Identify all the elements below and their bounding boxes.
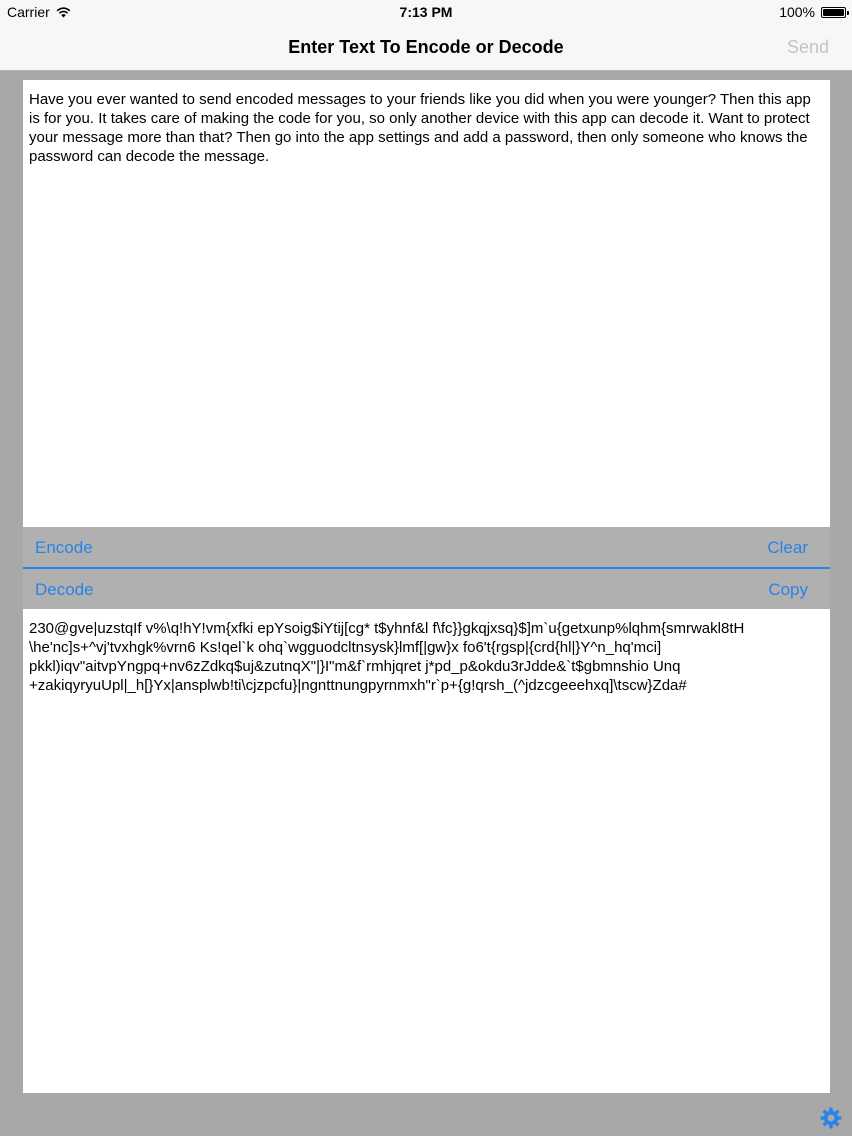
input-textarea[interactable]: Have you ever wanted to send encoded messages to your friends like you did when you were younger? Then this app is for you. It takes care of making the code for you, so only another device with this app can decode it. Want to protect your message more than that? Then go into the app settings and add a password, then only someone who knows the password can decode the message. [23, 80, 830, 527]
clear-button[interactable]: Clear [767, 538, 808, 557]
battery-icon [821, 7, 846, 18]
send-button[interactable]: Send [786, 37, 829, 57]
copy-button[interactable]: Copy [768, 580, 808, 599]
status-bar [0, 0, 852, 24]
battery-percent: 100% [779, 4, 815, 20]
status-time: 7:13 PM [399, 4, 453, 20]
output-textarea[interactable]: 230@gve|uzstqIf v%\q!hY!vm{xfki epYsoig$iYtij[cg* t$yhnf&l f\fc}}gkqjxsq}$]m`u{getxunp%lqhm{smrwakl8tH \he'nc]s+^vj'tvxhgk%vrn6 Ks!qel`k ohq`wgguodcltnsysk}lmf[|gw}x fo6't{rgsp|{crd{hl|}Y^n_hq'mci] pkkl)iqv"aitvpYngpq+nv6zZdkq$uj&zutnqX"|}I"m&f`rmhjqret j*pd_p&okdu3rJdde&`t$gbmnshio Unq +zakiqyryuUpl|_h[}Yx|ansplwb!ti\cjzpcfu}|ngnttnungpyrnmxh"r`p+{g!qrsh_(^jdzcgeeehxq]\tscw}Zda# [23, 609, 830, 1093]
navigation-bar [0, 24, 852, 71]
encode-button[interactable]: Encode [35, 538, 93, 557]
decode-row [23, 569, 830, 609]
decode-button[interactable]: Decode [35, 580, 94, 599]
page-title: Enter Text To Encode or Decode [288, 37, 564, 57]
gear-icon[interactable] [819, 1106, 843, 1130]
encode-row [23, 527, 830, 567]
carrier-label: Carrier [7, 4, 50, 20]
battery-fill [823, 9, 844, 16]
